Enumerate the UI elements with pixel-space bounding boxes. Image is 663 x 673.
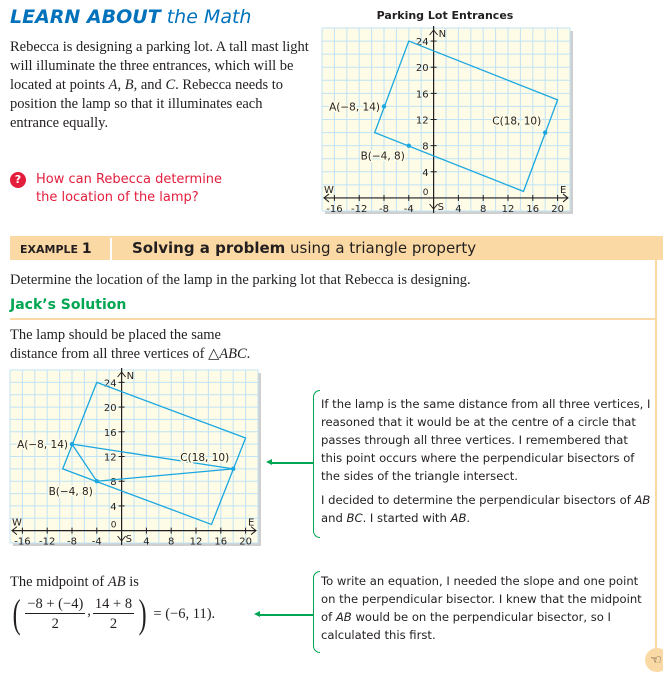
equation-note	[321, 572, 651, 644]
y-tick-label: 4	[110, 501, 117, 513]
segment-ab: AB	[450, 511, 467, 525]
segment-ab: AB	[335, 610, 352, 624]
y-tick-label: 12	[103, 452, 117, 464]
hand-pointer-icon: ☜	[645, 648, 663, 672]
east-label: E	[248, 517, 255, 529]
y-denominator: 2	[109, 615, 118, 632]
example-title-rest: using a triangle property	[285, 239, 477, 257]
lamp-statement-text: distance from all three vertices of	[10, 346, 209, 362]
lamp-statement	[10, 326, 250, 364]
point-c	[543, 130, 547, 134]
text: and	[321, 511, 347, 525]
triangle-symbol: △	[208, 346, 220, 362]
point-label-a: A(−8, 14)	[17, 439, 68, 452]
y-tick-label: 4	[422, 167, 429, 179]
intro-text: ,	[117, 77, 125, 93]
right-margin-rule	[655, 260, 657, 650]
x-tick-label: -16	[326, 203, 343, 215]
text: would be on the perpendicular bisector, so I calculated this first.	[321, 610, 611, 642]
x-tick-label: -4	[403, 203, 414, 215]
solution-heading: Jack’s Solution	[10, 297, 127, 313]
lamp-statement-line1: The lamp should be placed the same	[10, 327, 221, 343]
south-label: S	[125, 534, 132, 545]
example-number: 1	[81, 241, 92, 257]
example-title	[132, 239, 476, 257]
segment-bc: BC	[346, 511, 363, 525]
x-tick-label: -4	[91, 536, 102, 548]
origin-label: 0	[110, 520, 117, 531]
x-tick-label: 20	[239, 536, 252, 548]
example-title-bold: Solving a problem	[132, 239, 286, 257]
graph-title: Parking Lot Entrances	[376, 9, 514, 22]
x-tick-label: -12	[39, 536, 56, 548]
text: .	[466, 511, 471, 525]
example-separator	[110, 238, 112, 262]
left-paren: (	[12, 591, 21, 636]
y-tick-label: 8	[422, 141, 429, 153]
intro-text: . Rebecca needs to position the lamp so that it illuminates each entrance equally.	[10, 77, 284, 131]
y-tick-label: 20	[103, 403, 117, 415]
reasoning-text-2	[321, 491, 651, 527]
y-numerator: 14 + 8	[94, 595, 133, 612]
point-label-b: B(−4, 8)	[48, 486, 93, 499]
example-prompt: Determine the location of the lamp in the parking lot that Rebecca is designing.	[10, 272, 471, 288]
x-tick-label: 12	[189, 536, 203, 548]
note-brace	[313, 390, 320, 538]
point-a	[70, 442, 74, 446]
x-tick-label: -12	[351, 203, 368, 215]
example-label	[20, 241, 92, 257]
reasoning-note	[321, 395, 651, 527]
y-fraction	[93, 595, 134, 634]
text: . I started with	[362, 511, 451, 525]
y-tick-label: 12	[415, 115, 429, 127]
solution-divider	[10, 318, 655, 320]
x-tick-label: 12	[501, 203, 515, 215]
key-question	[10, 171, 236, 207]
x-tick-label: 4	[143, 536, 150, 548]
origin-label: 0	[422, 187, 429, 198]
section-title	[10, 6, 251, 28]
point-label-c: C(18, 10)	[492, 115, 542, 128]
text: The midpoint of	[10, 574, 108, 590]
section-title-rest: the Math	[160, 6, 252, 28]
north-label: N	[438, 29, 447, 40]
point-b: B	[124, 77, 134, 93]
x-tick-label: -8	[379, 203, 389, 215]
midpoint-formula	[10, 591, 216, 636]
intro-text: Rebecca is designing a parking lot. A tall mast light will illuminate the three entrances, which will be located at points	[10, 39, 309, 93]
triangle-graph	[6, 366, 266, 551]
question-text: How can Rebecca determine the location of the lamp?	[36, 172, 223, 205]
x-tick-label: 16	[214, 536, 228, 548]
x-denominator: 2	[51, 615, 59, 632]
midpoint-label	[10, 573, 139, 592]
example-word: EXAMPLE	[20, 243, 79, 256]
pointer-arrow	[270, 462, 313, 464]
intro-text: , and	[133, 77, 166, 93]
point-a: A	[108, 77, 118, 93]
point-label-c: C(18, 10)	[180, 451, 230, 464]
y-tick-label: 16	[415, 89, 429, 101]
y-tick-label: 24	[103, 378, 117, 390]
text: I decided to determine the perpendicular bisectors of	[321, 493, 635, 507]
x-tick-label: 16	[526, 203, 540, 215]
comma: ,	[87, 603, 91, 619]
x-tick-label: -8	[67, 536, 77, 548]
segment-ab: AB	[107, 574, 126, 590]
point-label-a: A(−8, 14)	[329, 101, 380, 114]
text: To write an equation, I needed the slope and one point on the perpendicular bisector. I knew that the midpoint of	[321, 574, 642, 624]
section-title-bold: LEARN ABOUT	[10, 6, 161, 28]
parking-lot-graph	[318, 24, 578, 219]
north-label: N	[126, 371, 135, 382]
pointer-arrow	[258, 614, 313, 616]
y-tick-label: 16	[103, 427, 117, 439]
x-tick-label: -16	[14, 536, 31, 548]
y-tick-label: 8	[110, 477, 117, 489]
west-label: W	[324, 184, 334, 196]
west-label: W	[12, 517, 22, 529]
x-tick-label: 8	[168, 536, 175, 548]
x-tick-label: 4	[455, 203, 462, 215]
x-tick-label: 20	[551, 203, 564, 215]
point-c: C	[165, 77, 176, 93]
south-label: S	[437, 202, 444, 213]
x-fraction	[25, 595, 85, 634]
question-icon: ?	[10, 172, 26, 188]
note-brace	[313, 571, 320, 653]
point-label-b: B(−4, 8)	[360, 150, 405, 163]
y-tick-label: 20	[415, 63, 429, 75]
intro-paragraph	[10, 38, 310, 133]
point-b	[407, 143, 411, 147]
segment-ab: AB	[634, 493, 651, 507]
reasoning-text: If the lamp is the same distance from all three vertices, I reasoned that it would be at the centre of a circle that passes through all three vertices. I remembered that this point occurs where the perpendicular bisectors of the sides of the triangle intersect.	[321, 397, 651, 483]
point-c	[231, 467, 235, 471]
x-tick-label: 8	[480, 203, 487, 215]
east-label: E	[560, 184, 567, 196]
triangle-name: ABC	[219, 346, 247, 362]
lamp-statement-line2: distance from all three vertices of △ABC.	[10, 346, 251, 362]
midpoint-result: = (−6, 11).	[153, 605, 216, 622]
x-numerator: −8 + (−4)	[27, 595, 84, 612]
right-paren: )	[138, 591, 147, 636]
y-tick-label: 24	[415, 37, 429, 49]
point-b	[95, 479, 99, 483]
point-a	[382, 104, 386, 108]
text: is	[125, 574, 139, 590]
